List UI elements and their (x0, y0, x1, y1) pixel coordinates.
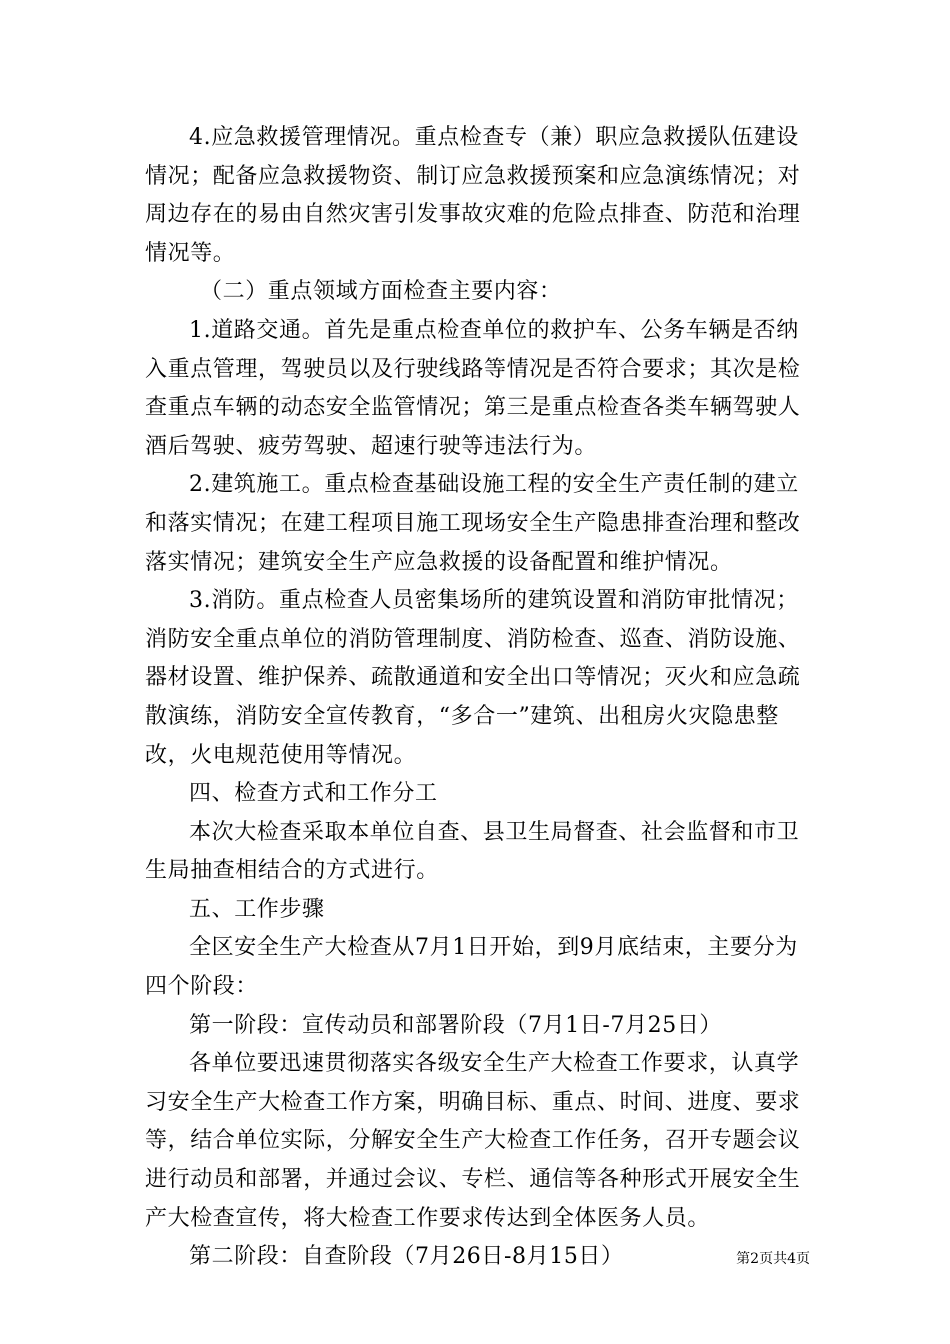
section-heading-key-areas: （二）重点领域方面检查主要内容： (200, 279, 562, 305)
paragraph-emergency-rescue: 4.应急救援管理情况。重点检查专（兼）职应急救援队伍建设情况；配备应急救援物资、制订应急救援预案和应急演练情况；对周边存在的易由自然灾害引发事故灾难的危险点排查、防范和治理情况等。 (145, 125, 801, 266)
paragraph-stage-one: 各单位要迅速贯彻落实各级安全生产大检查工作要求，认真学习安全生产大检查工作方案，明确目标、重点、时间、进度、要求等，结合单位实际，分解安全生产大检查工作任务，召开专题会议进行动员和部署，并通过会议、专栏、通信等各种形式开展安全生产大检查宣传，将大检查工作要求传达到全体医务人员。 (145, 1051, 801, 1231)
stage-two-heading: 第二阶段：自查阶段（7月26日-8月15日） (189, 1244, 624, 1270)
paragraph-road-traffic: 1.道路交通。首先是重点检查单位的救护车、公务车辆是否纳入重点管理，驾驶员以及行驶线路等情况是否符合要求；其次是检查重点车辆的动态安全监管情况；第三是重点检查各类车辆驾驶人酒后驾驶、疲劳驾驶、超速行驶等违法行为。 (145, 317, 801, 459)
paragraph-work-steps-intro: 全区安全生产大检查从7月1日开始，到9月底结束，主要分为四个阶段： (145, 935, 798, 1000)
paragraph-inspection-method: 本次大检查采取本单位自查、县卫生局督查、社会监督和市卫生局抽查相结合的方式进行。 (145, 819, 800, 884)
section-heading-work-steps: 五、工作步骤 (189, 896, 325, 922)
section-heading-inspection-method: 四、检查方式和工作分工 (189, 781, 438, 807)
page-number: 第2页共4页 (736, 1251, 810, 1267)
document-body (145, 119, 811, 1277)
paragraph-fire-safety: 3.消防。重点检查人员密集场所的建筑设置和消防审批情况；消防安全重点单位的消防管理制度、消防检查、巡查、消防设施、器材设置、维护保养、疏散通道和安全出口等情况；灭火和应急疏散演练，消防安全宣传教育，“多合一”建筑、出租房火灾隐患整改，火电规范使用等情况。 (145, 588, 801, 768)
stage-one-heading: 第一阶段：宣传动员和部署阶段（7月1日-7月25日） (189, 1012, 723, 1038)
paragraph-construction: 2.建筑施工。重点检查基础设施工程的安全生产责任制的建立和落实情况；在建工程项目施工现场安全生产隐患排查治理和整改落实情况；建筑安全生产应急救援的设备配置和维护情况。 (145, 472, 801, 575)
